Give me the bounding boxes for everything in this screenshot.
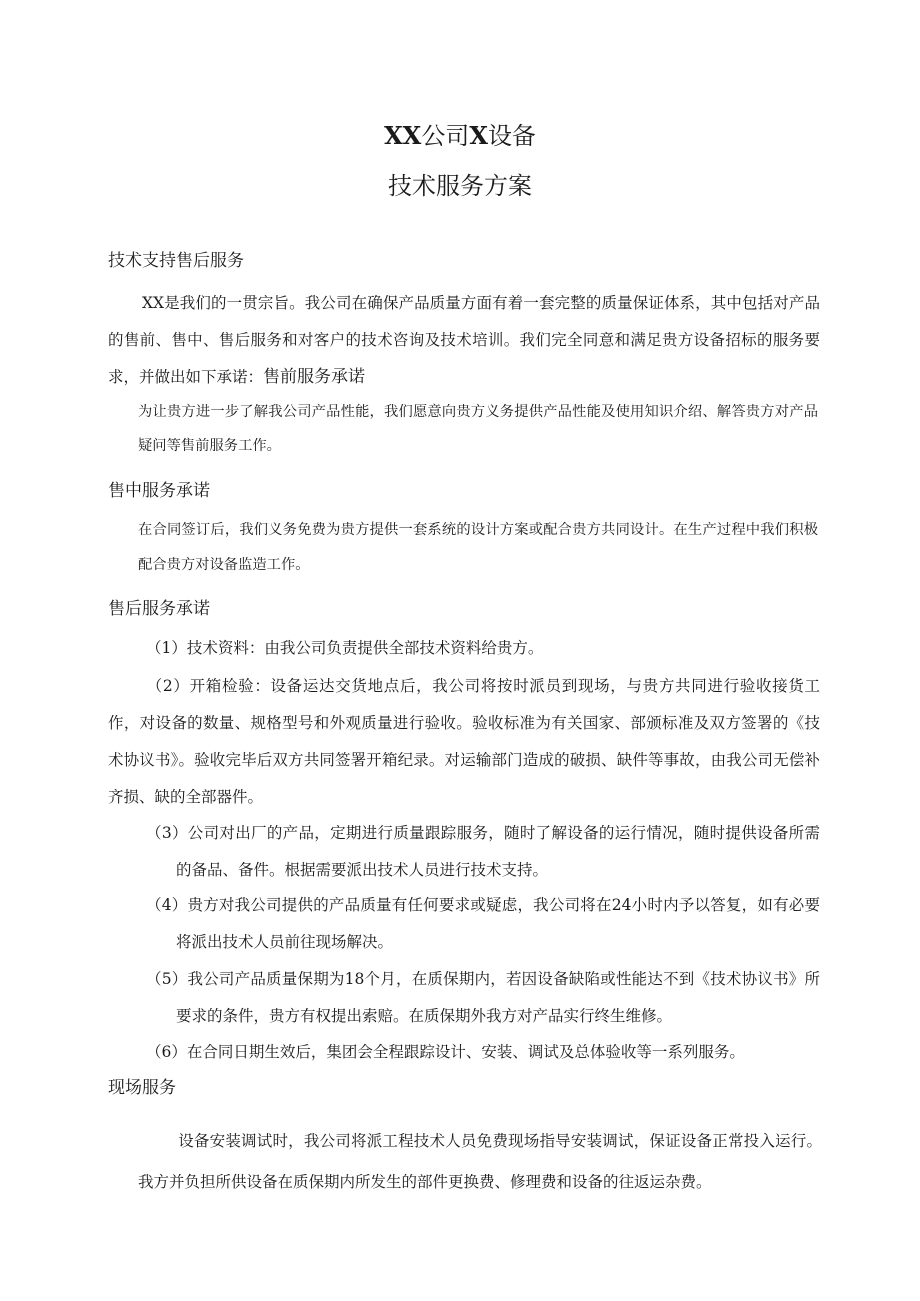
after-sale-item-3: （3）公司对出厂的产品，定期进行质量跟踪服务，随时了解设备的运行情况，随时提供设备所需的备品、备件。根据需要派出技术人员进行技术支持。	[146, 824, 820, 879]
after-sale-item-2	[108, 668, 820, 816]
on-site-paragraph	[138, 1121, 822, 1203]
presale-paragraph: 为让贵方进一步了解我公司产品性能，我们愿意向贵方义务提供产品性能及使用知识介绍、解答贵方对产品疑问等售前服务工作。	[138, 404, 818, 454]
after-sale-item-2-text: （2）开箱检验：设备运达交货地点后，我公司将按时派员到现场，与贵方共同进行验收接货工作，对设备的数量、规格型号和外观质量进行验收。验收标准为有关国家、部颁标准及双方签署的《技术协议书》。验收完毕后双方共同签署开箱纪录。对运输部门造成的破损、缺件等事故，由我公司无偿补齐损、缺的全部器件。	[108, 677, 820, 806]
document-subtitle: 技术服务方案	[388, 172, 532, 200]
heading-tech-support: 技术支持售后服务	[108, 251, 244, 271]
document-title	[0, 118, 920, 154]
heading-on-site: 现场服务	[108, 1078, 176, 1098]
heading-presale: 售前服务承诺	[263, 367, 366, 387]
heading-after-sale: 售后服务承诺	[108, 599, 210, 619]
after-sale-item-4: （4）贵方对我公司提供的产品质量有任何要求或疑虑，我公司将在24小时内予以答复，如有必要将派出技术人员前往现场解决。	[146, 896, 820, 951]
on-site-text: 设备安装调试时，我公司将派工程技术人员免费现场指导安装调试，保证设备正常投入运行。我方并负担所供设备在质保期内所发生的部件更换费、修理费和设备的往返运杂费。	[138, 1132, 822, 1191]
title-device-prefix: X	[469, 121, 488, 150]
after-sale-item-6: （6）在合同日期生效后，集团会全程跟踪设计、安装、调试及总体验收等一系列服务。	[146, 1043, 745, 1061]
heading-mid-sale: 售中服务承诺	[108, 481, 210, 501]
title-device-text: 设备	[487, 122, 536, 150]
intro-paragraph	[108, 285, 820, 396]
mid-sale-paragraph: 在合同签订后，我们义务免费为贵方提供一套系统的设计方案或配合贵方共同设计。在生产过程中我们积极配合贵方对设备监造工作。	[138, 522, 818, 573]
intro-text: XX是我们的一贯宗旨。我公司在确保产品质量方面有着一套完整的质量保证体系，其中包括对产品的售前、售中、售后服务和对客户的技术咨询及技术培训。我们完全同意和满足贵方设备招标的服务要求，并做出如下承诺：	[108, 294, 820, 386]
after-sale-item-1: （1）技术资料：由我公司负责提供全部技术资料给贵方。	[146, 639, 544, 657]
title-company-prefix: XX	[384, 121, 422, 150]
title-company-text: 公司	[421, 122, 470, 150]
after-sale-item-5: （5）我公司产品质量保期为18个月，在质保期内，若因设备缺陷或性能达不到《技术协议书》所要求的条件，贵方有权提出索赔。在质保期外我方对产品实行终生维修。	[146, 970, 820, 1025]
